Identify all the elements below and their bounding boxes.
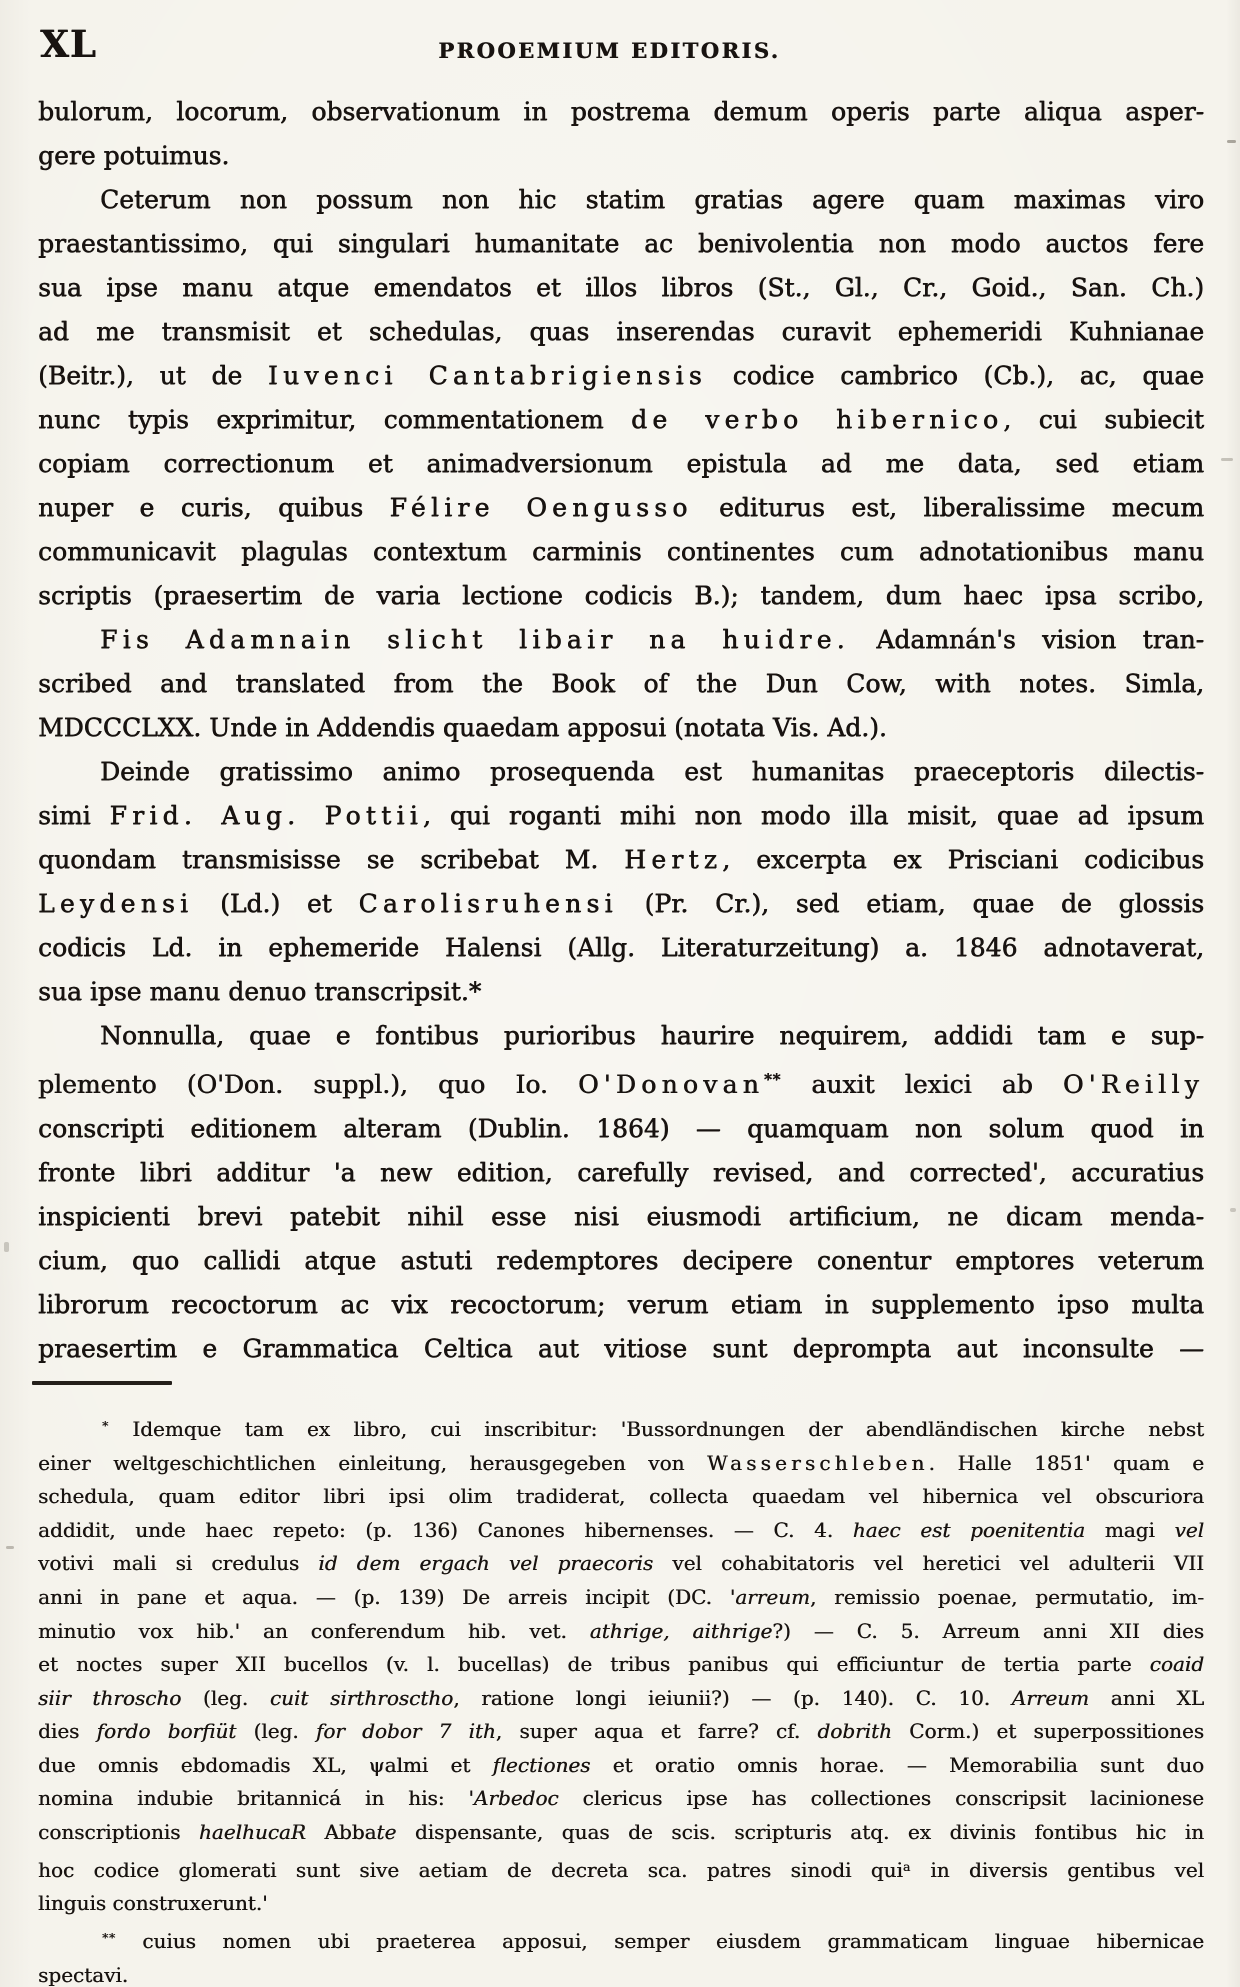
text-segment: vel cohabitatoris vel heretici vel adulterii VII [653, 1551, 1204, 1576]
text-segment: einer weltgeschichtlichen einleitung, herausgegeben von [38, 1450, 707, 1475]
page-header [38, 22, 1204, 74]
text-segment: ?) — C. 5. Arreum anni XII dies [772, 1618, 1204, 1643]
text-segment: communicavit plagulas contextum carminis continentes cum adnotationibus manu [38, 537, 1204, 566]
text-segment: Abba [305, 1820, 377, 1845]
footnote-line [38, 1850, 1204, 1888]
text-segment: , cui subiecit [1003, 405, 1204, 434]
text-segment: praesertim e Grammatica Celtica aut vitiose sunt deprompta aut inconsulte — [38, 1333, 1204, 1363]
footnote-line [38, 1782, 1204, 1816]
text-segment: (Beitr.), ut de [38, 361, 268, 390]
text-segment: (leg. [236, 1719, 316, 1744]
text-segment: copiam correctionum et animadversionum epistula ad me data, sed etiam [38, 449, 1204, 478]
body-text-line [38, 1195, 1204, 1239]
body-text-line [38, 1283, 1204, 1327]
text-segment: in diversis gentibus vel [910, 1857, 1204, 1882]
footnote-line [38, 1480, 1204, 1514]
italic-text: id dem ergach [318, 1551, 490, 1576]
text-segment: Adamnán's vision tran- [849, 625, 1204, 654]
text-segment: bulorum, locorum, observationum in postrema demum operis parte aliqua asper- [38, 97, 1204, 126]
italic-text: vel [1174, 1517, 1204, 1542]
text-segment: (Ld.) et [193, 889, 359, 918]
body-text-line [38, 1151, 1204, 1195]
text-segment: votivi mali si credulus [38, 1551, 319, 1576]
text-segment: anni XL [1088, 1685, 1204, 1710]
text-segment: inspicienti brevi patebit nihil esse nisi eiusmodi artificium, ne dicam menda- [38, 1201, 1204, 1231]
body-text-line [38, 222, 1204, 266]
superscript-marker: * [102, 1417, 109, 1433]
text-segment: magi [1085, 1517, 1175, 1542]
text-segment: sua ipse manu denuo transcripsit.* [38, 977, 482, 1006]
body-text-line [38, 1107, 1204, 1151]
letterspaced-text: Fis Adamnain slicht libair na huidre. [100, 625, 850, 654]
text-segment: schedula, quam editor libri ipsi olim tradiderat, collecta quaedam vel hibernica vel obscuriora [38, 1484, 1204, 1509]
letterspaced-text: Hertz [624, 845, 723, 874]
body-text-line [38, 1327, 1204, 1371]
text-segment: et oratio omnis horae. — Memorabilia sunt duo [590, 1752, 1204, 1777]
text-segment: et noctes super XII bucellos (v. l. bucellas) de tribus panibus qui efficiuntur de tertia parte [38, 1652, 1150, 1677]
text-segment: , super aqua et farre? cf. [495, 1719, 818, 1744]
page-title: PROOEMIUM EDITORIS. [438, 38, 781, 63]
footnote-line [38, 1749, 1204, 1783]
text-segment: , excerpta ex Prisciani codicibus [722, 845, 1204, 874]
text-segment: Deinde gratissimo animo prosequenda est humanitas praeceptoris dilectis- [100, 757, 1204, 786]
superscript-marker: ** [764, 1071, 782, 1089]
body-text-line [38, 794, 1204, 838]
text-segment: , ratione longi ieiunii?) — (p. 140). C. 10. [453, 1685, 1012, 1710]
footnote-line [38, 1921, 1204, 1959]
text-segment: (Pr. Cr.), sed etiam, quae de glossis [617, 889, 1204, 918]
italic-text: cuit sirthrosctho [269, 1685, 454, 1710]
text-segment [490, 1551, 509, 1575]
body-text-line [38, 882, 1204, 926]
body-text-line [38, 750, 1204, 794]
footnote-line [38, 1514, 1204, 1548]
text-segment: plemento (O'Don. suppl.), quo Io. [38, 1069, 579, 1099]
scan-artifact [1230, 1208, 1236, 1212]
superscript-marker: a [902, 1858, 911, 1874]
text-segment: Idemque tam ex libro, cui inscribitur: 'Bussordnungen der abendländischen kirche nebst [108, 1416, 1204, 1441]
body-text-line [38, 970, 1204, 1014]
body-text-line [38, 310, 1204, 354]
footnote-line [38, 1959, 1204, 1987]
body-text-line [38, 1239, 1204, 1283]
text-segment: simi [38, 801, 110, 830]
italic-text: coaid [1149, 1652, 1204, 1677]
text-segment: linguis construxerunt.' [38, 1891, 268, 1916]
text-segment: hoc codice glomerati sunt sive aetiam de decreta sca. patres sinodi qui [38, 1857, 903, 1882]
body-text-line [38, 398, 1204, 442]
letterspaced-text: Carolisruhensi [358, 889, 618, 918]
body-text-line [38, 662, 1204, 706]
page-number: XL [40, 22, 97, 66]
italic-text: flectiones [492, 1752, 591, 1777]
footnote-line [38, 1816, 1204, 1850]
scan-artifact [4, 1242, 9, 1252]
italic-text: Arbedoc [473, 1786, 559, 1811]
footnote-line [38, 1887, 1204, 1921]
body-text-line [38, 266, 1204, 310]
footnote-line [38, 1615, 1204, 1649]
text-segment: addidit, unde haec repeto: (p. 136) Canones hibernenses. — C. 4. [38, 1517, 853, 1542]
text-segment: editurus est, liberalissime mecum [692, 493, 1204, 522]
text-segment: gere potuimus. [38, 141, 230, 170]
text-segment: Nonnulla, quae e fontibus purioribus haurire nequirem, addidi tam e sup- [100, 1021, 1204, 1050]
letterspaced-text: Wasserschleben [706, 1450, 929, 1475]
italic-text: dobrith [817, 1719, 892, 1744]
italic-text: haelhucaR [198, 1820, 306, 1845]
text-segment: conscripti editionem alteram (Dublin. 1864) — quamquam non solum quod in [38, 1113, 1204, 1143]
body-text-line [38, 926, 1204, 970]
body-text-line [38, 1058, 1204, 1107]
body-text-line [38, 574, 1204, 618]
footnotes-block [38, 1409, 1204, 1987]
text-segment: due omnis ebdomadis XL, ψalmi et [38, 1752, 493, 1777]
text-segment: ad me transmisit et schedulas, quas inserendas curavit ephemeridi Kuhnianae [38, 317, 1204, 346]
text-segment: nunc typis exprimitur, commentationem [38, 405, 632, 434]
body-text-line [38, 486, 1204, 530]
text-segment: codicis Ld. in ephemeride Halensi (Allg. Literaturzeitung) a. 1846 adnotaverat, [38, 933, 1204, 962]
text-segment: scriptis (praesertim de varia lectione codicis B.); tandem, dum haec ipsa scribo, [38, 581, 1204, 610]
text-segment: nomina indubie britannicá in his: ' [38, 1786, 474, 1811]
text-segment: , qui roganti mihi non modo illa misit, quae ad ipsum [422, 801, 1204, 830]
body-text-line [38, 134, 1204, 178]
italic-text: te [376, 1820, 397, 1845]
text-segment: sua ipse manu atque emendatos et illos libros (St., Gl., Cr., Goid., San. Ch.) [38, 273, 1204, 302]
body-text-line [38, 1014, 1204, 1058]
text-segment: Ceterum non possum non hic statim gratias agere quam maximas viro [100, 185, 1204, 214]
body-text-line [38, 178, 1204, 222]
italic-text: for dobor 7 ith [315, 1719, 496, 1744]
footnote-separator-rule [32, 1381, 172, 1385]
body-text-line [38, 442, 1204, 486]
text-segment: clericus ipse has collectiones conscripsit lacinionese [558, 1786, 1204, 1811]
footnote-line [38, 1409, 1204, 1447]
text-segment: dies [38, 1719, 97, 1744]
italic-text: athrige, aithrige [589, 1618, 773, 1643]
italic-text: siir throscho [38, 1685, 182, 1710]
footnote-line [38, 1682, 1204, 1716]
text-segment: nuper e curis, quibus [38, 493, 390, 522]
text-segment: cuius nomen ubi praeterea apposui, semper eiusdem grammaticam linguae hibernicae [115, 1929, 1204, 1954]
text-segment: scribed and translated from the Book of the Dun Cow, with notes. Simla, [38, 669, 1204, 698]
text-segment: quondam transmisisse se scribebat M. [38, 845, 625, 874]
italic-text: vel praecoris [508, 1551, 654, 1576]
text-segment: , remissio poenae, permutatio, im- [809, 1584, 1204, 1609]
body-text-line [38, 618, 1204, 662]
italic-text: haec est poenitentia [852, 1517, 1086, 1542]
scan-artifact [6, 1546, 14, 1549]
text-segment: codice cambrico (Cb.), ac, quae [706, 361, 1204, 390]
letterspaced-text: de verbo hibernico [631, 405, 1004, 434]
text-segment: (leg. [181, 1685, 270, 1710]
text-segment: auxit lexici ab [781, 1069, 1063, 1099]
text-segment: cium, quo callidi atque astuti redemptores decipere conentur emptores veterum [38, 1245, 1204, 1275]
text-segment: . Halle 1851' quam e [928, 1450, 1204, 1475]
footnote-line [38, 1547, 1204, 1581]
text-segment: anni in pane et aqua. — (p. 139) De arreis incipit (DC. ' [38, 1584, 736, 1609]
letterspaced-text: Félire Oengusso [389, 493, 693, 522]
body-text-line [38, 530, 1204, 574]
text-segment: MDCCCLXX. Unde in Addendis quaedam apposui (notata Vis. Ad.). [38, 713, 887, 742]
body-text-line [38, 90, 1204, 134]
main-text-block [38, 90, 1204, 1371]
body-text-line [38, 354, 1204, 398]
footnote-line [38, 1715, 1204, 1749]
body-text-line [38, 838, 1204, 882]
text-segment: fronte libri additur 'a new edition, carefully revised, and corrected', accuratius [38, 1157, 1204, 1187]
text-segment: dispensante, quas de scis. scripturis atq. ex divinis fontibus hic in [396, 1820, 1204, 1845]
letterspaced-text: Frid. Aug. Pottii [109, 801, 423, 830]
footnote-line [38, 1447, 1204, 1481]
text-segment: spectavi. [38, 1962, 129, 1987]
text-segment: minutio vox hib.' an conferendum hib. vet. [38, 1618, 590, 1643]
italic-text: fordo borfiüt [96, 1719, 237, 1744]
text-segment: praestantissimo, qui singulari humanitate ac benivolentia non modo auctos fere [38, 229, 1204, 258]
italic-text: arreum [735, 1584, 810, 1609]
body-text-line [38, 706, 1204, 750]
scan-artifact [1227, 140, 1236, 143]
footnote-line [38, 1581, 1204, 1615]
footnote-line [38, 1648, 1204, 1682]
letterspaced-text: O'Donovan [578, 1069, 765, 1099]
letterspaced-text: O'Reilly [1062, 1069, 1204, 1099]
text-segment: librorum recoctorum ac vix recoctorum; verum etiam in supplemento ipso multa [38, 1289, 1204, 1319]
scan-artifact [1221, 458, 1233, 461]
letterspaced-text: Leydensi [38, 889, 194, 918]
superscript-marker: ** [102, 1930, 116, 1946]
italic-text: Arreum [1011, 1685, 1089, 1710]
letterspaced-text: Iuvenci Cantabrigiensis [267, 361, 707, 390]
text-segment: Corm.) et superpossitiones [891, 1719, 1204, 1744]
text-segment: conscriptionis [38, 1820, 199, 1845]
